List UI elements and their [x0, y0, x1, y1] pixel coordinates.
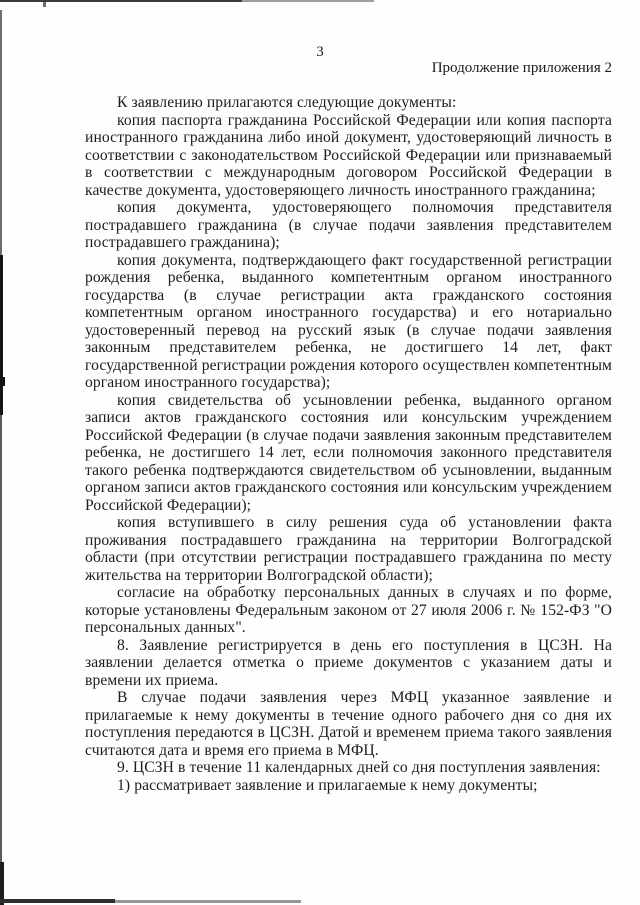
scan-artifact-bottom-line-gray: [115, 900, 301, 903]
scan-artifact-left-notch: [0, 377, 5, 386]
paragraph-item-8-registration: 8. Заявление регистрируется в день его поступления в ЦСЗН. На заявлении делается отметка о приеме документов с указанием даты и времени их приема.: [85, 636, 612, 689]
paragraph-item-9-cszn-terms: 9. ЦСЗН в течение 11 календарных дней со дня поступления заявления:: [117, 759, 601, 776]
scan-artifact-top-line-dark: [0, 0, 242, 2]
paragraph-passport-copy: копия паспорта гражданина Российской Федерации или копия паспорта иностранного гражданина либо иной документ, удостоверяющий личность в соответствии с законодательством Российской Федерации или признаваемый в соответствии с международным договором Российской Федерации в качестве документа, удостоверяющего личность иностранного гражданина;: [85, 111, 612, 199]
page-number: 3: [316, 44, 324, 60]
paragraph-mfc-submission: В случае подачи заявления через МФЦ указанное заявление и прилагаемые к нему документы в течение одного рабочего дня со дня их поступления передаются в ЦСЗН. Датой и временем приема такого заявления считаются дата и время его приема в МФЦ.: [85, 689, 612, 759]
scan-artifact-left-line-lower: [0, 415, 2, 865]
paragraph-birth-registration: копия документа, подтверждающего факт государственной регистрации рождения ребенка, выданного компетентным органом иностранного государства (в случае регистрации акта гражданского состояния компетентным органом иностранного государства) и его нотариально удостоверенный перевод на русский язык (в случае подачи заявления законным представителем ребенка, не достигшего 14 лет, факт государственной регистрации рождения которого осуществлен компетентным органом иностранного государства);: [85, 251, 612, 391]
paragraph-personal-data-consent: согласие на обработку персональных данных в случаях и по форме, которые установлены Федеральным законом от 27 июля 2006 г. № 152-ФЗ "О персональных данных".: [85, 584, 612, 636]
scan-artifact-top-line-gray: [242, 0, 374, 2]
paragraph-adoption-certificate: копия свидетельства об усыновлении ребенка, выданного органом записи актов гражданского состояния или консульским учреждением Российской Федерации (в случае подачи заявления законным представителем ребенка, не достигшего 14 лет, если полномочия законного представителя такого ребенка подтверждаются свидетельством об усыновлении, выданным органом записи актов гражданского состояния или консульским учреждением Российской Федерации);: [85, 391, 612, 514]
scan-artifact-left-line-bottom: [0, 862, 4, 905]
scan-artifact-left-line-dark: [0, 255, 3, 415]
scan-artifact-bottom-line-dark: [0, 899, 115, 903]
paragraph-representative-authority: копия документа, удостоверяющего полномочия представителя пострадавшего гражданина (в случае подачи заявления представителем пострадавшего гражданина);: [85, 199, 612, 251]
scan-artifact-top-tick: [43, 2, 46, 7]
paragraph-court-decision: копия вступившего в силу решения суда об установлении факта проживания пострадавшего гражданина на территории Волгоградской области (при отсутствии регистрации пострадавшего гражданина по месту жительства на территории Волгоградской области);: [85, 514, 612, 584]
document-body: [85, 94, 612, 794]
paragraph-attached-documents-intro: К заявлению прилагаются следующие документы:: [117, 94, 457, 111]
paragraph-subitem-1-review: 1) рассматривает заявление и прилагаемые к нему документы;: [117, 776, 538, 794]
appendix-continuation-label: Продолжение приложения 2: [431, 60, 612, 76]
